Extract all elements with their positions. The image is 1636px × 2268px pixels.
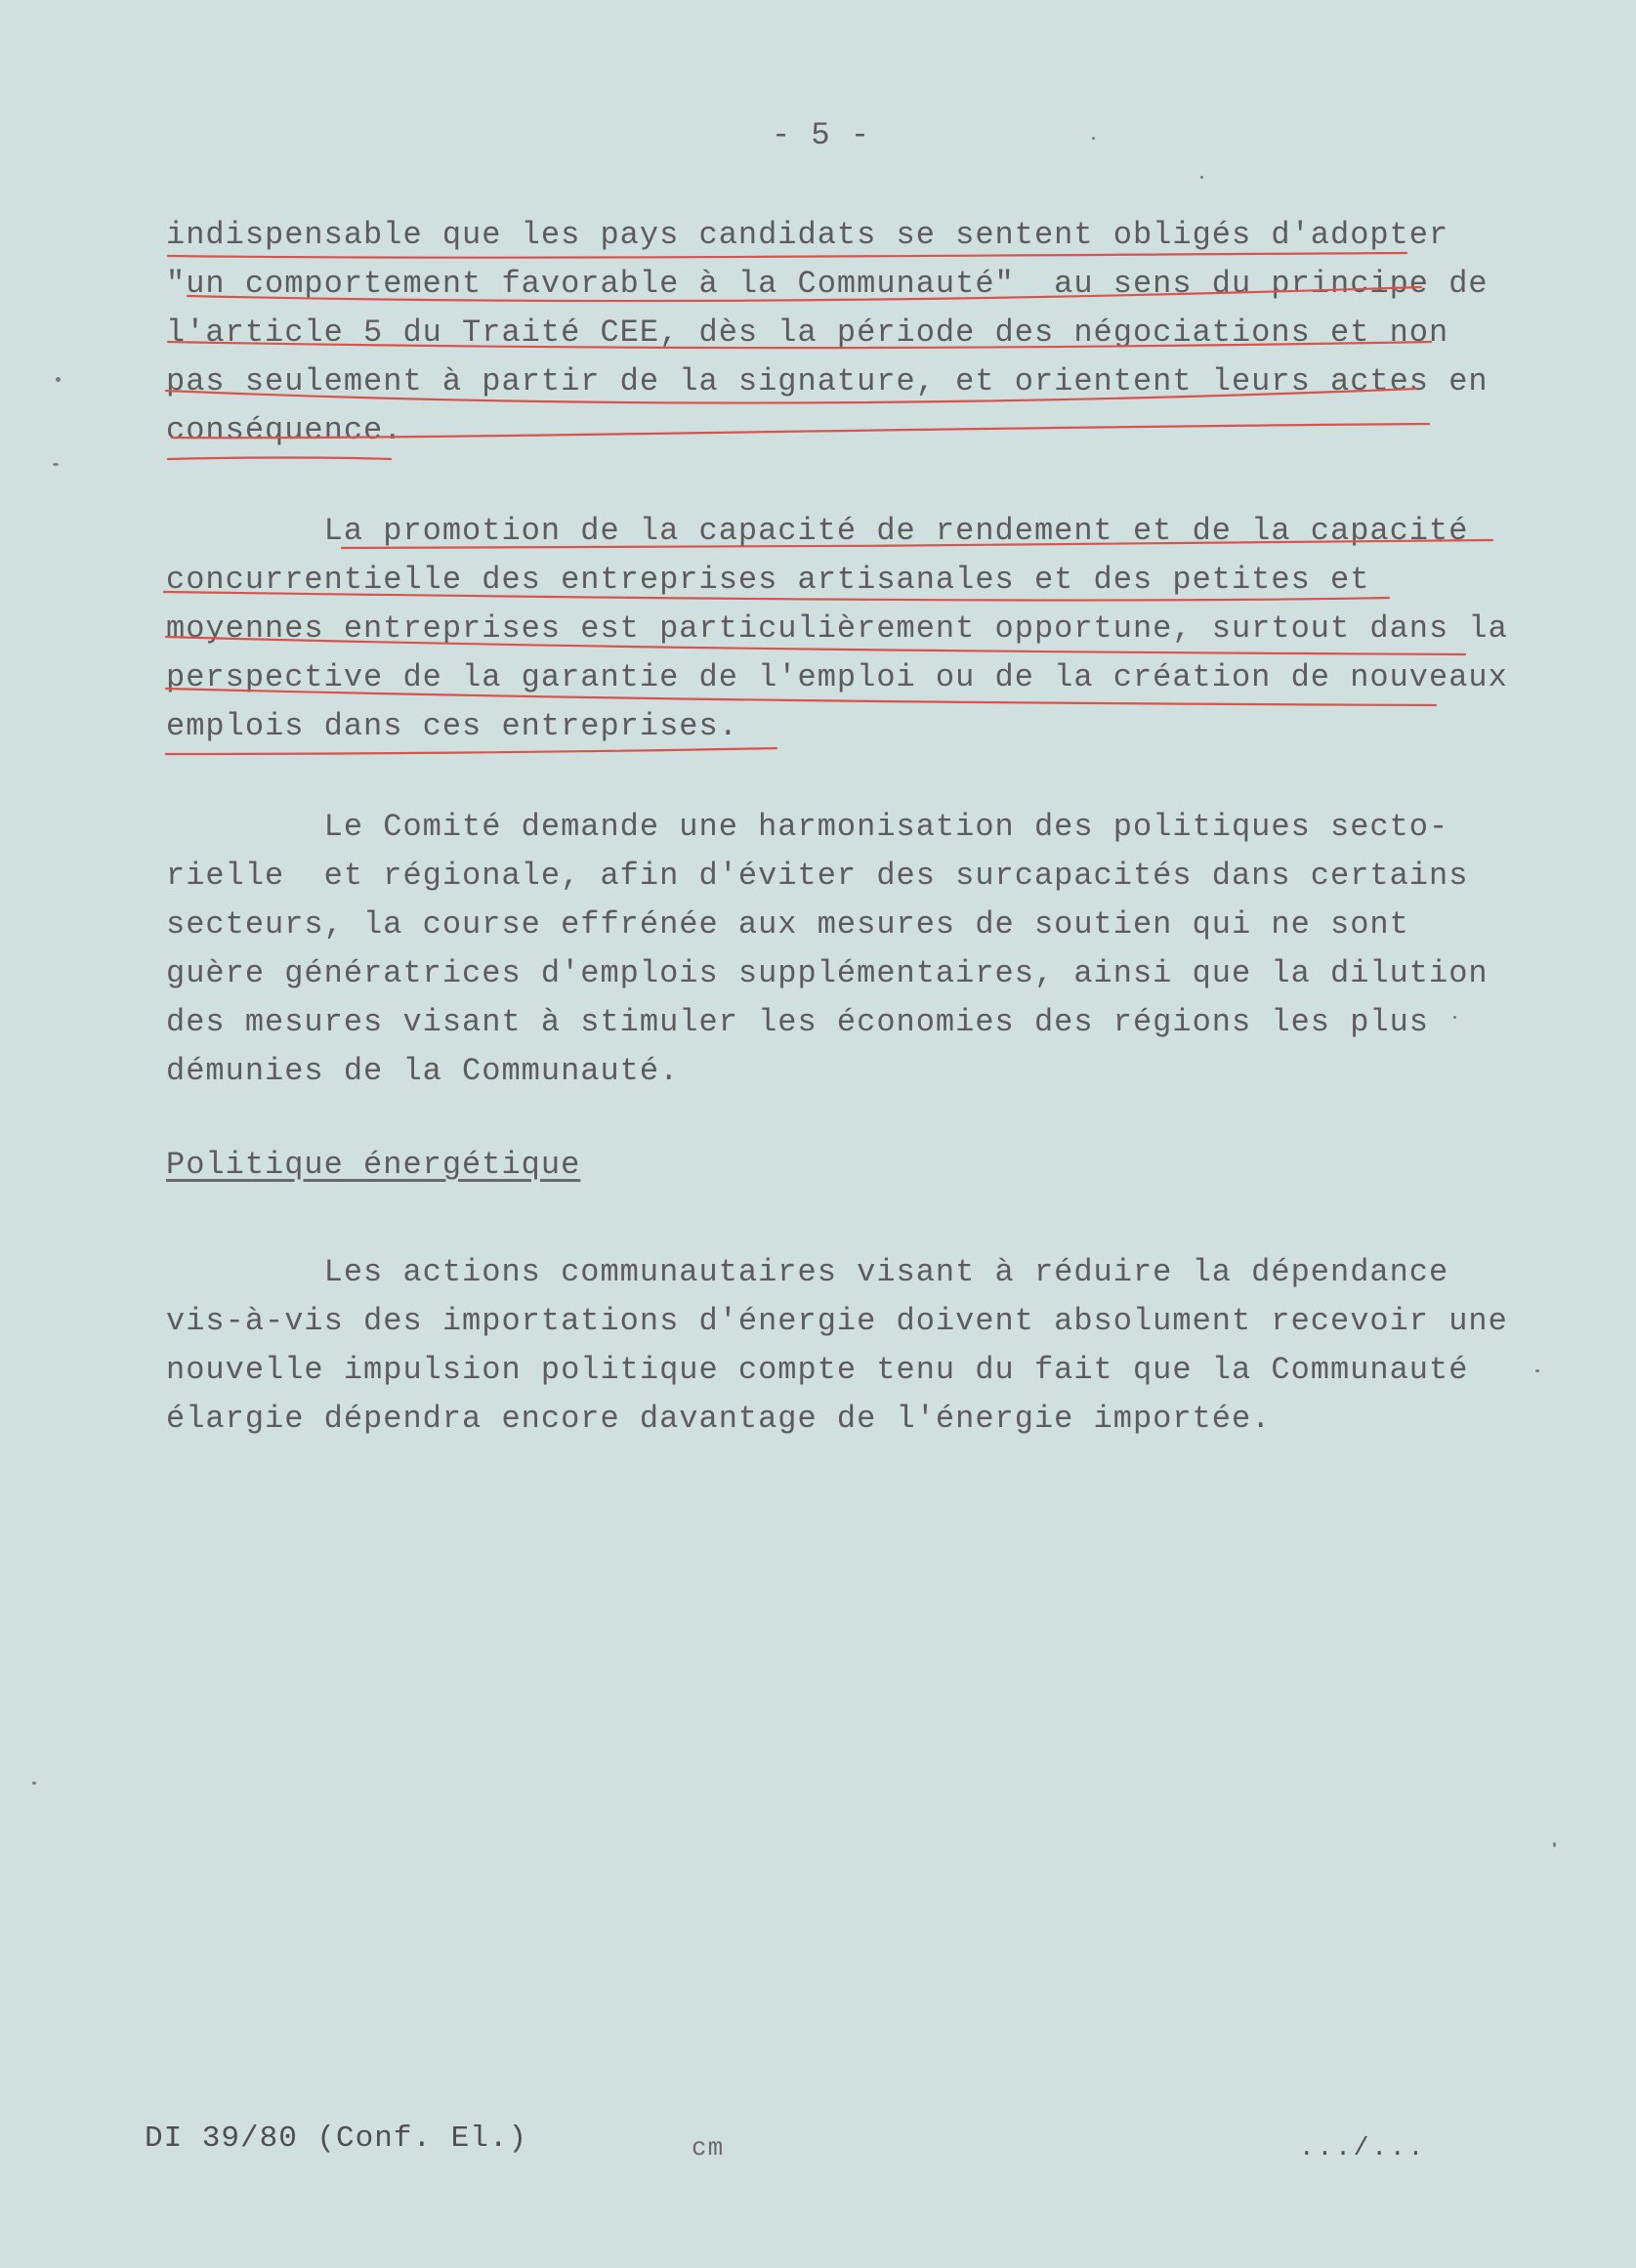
- underline-mark: [166, 748, 776, 754]
- paragraph-1-line-5: conséquence.: [166, 412, 403, 448]
- paragraph-2-line-4: perspective de la garantie de l'emploi ou de la création de nouveaux: [166, 659, 1508, 695]
- document-reference: DI 39/80 (Conf. El.): [145, 2121, 528, 2156]
- paragraph-3-line-5: des mesures visant à stimuler les économies des régions les plus: [166, 1004, 1429, 1040]
- underline-mark: [168, 458, 391, 460]
- paragraph-3-line-3: secteurs, la course effrénée aux mesures de soutien qui ne sont: [166, 906, 1409, 943]
- energy-paragraph-line-3: nouvelle impulsion politique compte tenu du fait que la Communauté: [166, 1352, 1469, 1388]
- scan-speck: [1092, 137, 1095, 140]
- paragraph-1-line-3: l'article 5 du Traité CEE, dès la période des négociations et non: [166, 315, 1449, 351]
- paragraph-3-line-6: démunies de la Communauté.: [166, 1053, 680, 1089]
- paragraph-1-line-4: pas seulement à partir de la signature, et orientent leurs actes en: [166, 363, 1489, 399]
- paragraph-2-line-5: emplois dans ces entreprises.: [166, 708, 738, 744]
- paragraph-3-line-2: rielle et régionale, afin d'éviter des surcapacités dans certains: [166, 858, 1469, 894]
- energy-paragraph-line-1: Les actions communautaires visant à réduire la dépendance: [166, 1254, 1449, 1290]
- scan-speck: [53, 463, 59, 466]
- scan-speck: [1553, 1842, 1556, 1847]
- energy-paragraph-line-4: élargie dépendra encore davantage de l'énergie importée.: [166, 1401, 1272, 1437]
- paragraph-3-line-4: guère génératrices d'emplois supplémentaires, ainsi que la dilution: [166, 955, 1489, 991]
- underline-mark: [168, 253, 1406, 258]
- typist-initials: cm: [692, 2133, 725, 2163]
- scan-speck: [32, 1782, 36, 1785]
- energy-paragraph-line-2: vis-à-vis des importations d'énergie doivent absolument recevoir une: [166, 1303, 1508, 1339]
- scan-speck: [1535, 1369, 1539, 1372]
- paragraph-1-line-2: "un comportement favorable à la Communauté" au sens du principe de: [166, 266, 1489, 302]
- scan-speck: [56, 377, 61, 382]
- page-number: - 5 -: [772, 117, 871, 153]
- scan-speck: [1453, 1016, 1456, 1019]
- paragraph-2-line-2: concurrentielle des entreprises artisanales et des petites et: [166, 562, 1370, 598]
- paragraph-2-line-3: moyennes entreprises est particulièrement opportune, surtout dans la: [166, 610, 1508, 647]
- continuation-mark: .../...: [1299, 2133, 1427, 2163]
- section-heading: Politique énergétique: [166, 1147, 581, 1183]
- scan-speck: [1200, 176, 1203, 179]
- paragraph-1-line-1: indispensable que les pays candidats se sentent obligés d'adopter: [166, 217, 1449, 253]
- paragraph-3-line-1: Le Comité demande une harmonisation des politiques secto-: [166, 809, 1449, 845]
- paragraph-2-line-1: La promotion de la capacité de rendement et de la capacité: [166, 513, 1469, 549]
